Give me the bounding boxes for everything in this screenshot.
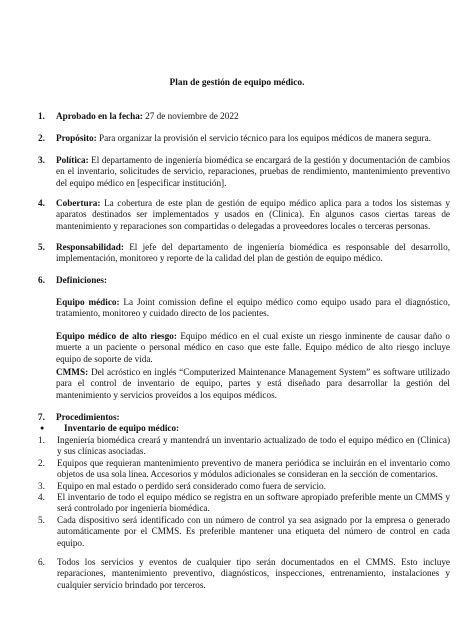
item-text: Todos los servicios y eventos de cualquier tipo serán documentados en el CMMS. Esto incluye reparaciones, mantenimiento preventivo, diagnósticos, inspecciones, entrenamiento, instalaciones y cualquier servicio brindado por terceros. [57, 557, 450, 590]
item-number: 4. [38, 198, 45, 208]
bullet-inventory [40, 423, 444, 434]
item-coverage [38, 198, 450, 232]
bullet-icon: ● [40, 424, 45, 432]
list-item: 4. El inventario de todo el equipo médico se registra en un software apropiado preferible mente un CMMS y será controlado por ingeniería biomédica. [38, 492, 450, 514]
item-number: 2. [38, 133, 45, 143]
item-text: 27 de noviembre de 2022 [142, 111, 239, 121]
item-text: El departamento de ingeniería biomédica se encargará de la gestión y documentación de cambios en el inventario, solicitudes de servicio, reparaciones, pruebas de rendimiento, mantenimiento preventivo del equipo médico en [especificar institución]. [56, 155, 450, 188]
item-text: La cobertura de este plan de gestión de equipo médico aplica para a todos los sistemas y aparatos destinados ser implementados y usados en (Clinica). En algunos casos ciertas tareas de mantenimiento y reparaciones son compartidas o delegadas a proveedores locales o terceras personas. [56, 198, 450, 231]
item-approved-date [38, 111, 450, 122]
definition-medical-equipment [38, 297, 450, 320]
item-services-documentation [38, 557, 450, 591]
definition-text: Del acróstico en inglés “Computerized Maintenance Management System” es software utilizado para el control de inventario de equipo, partes y está diseñado para desarrollar la gestión del mantenimiento y servicios proveídos a los equipos médicos. [56, 367, 450, 400]
item-label: Política: [56, 155, 89, 165]
item-number: 1. [38, 111, 45, 121]
item-text: El jefe del departamento de ingeniería biomédica es responsable del desarrollo, implementación, monitoreo y reporte de la calidad del plan de gestión de equipo médico. [56, 242, 450, 264]
list-item: 1. Ingeniería biomédica creará y mantendrá un inventario actualizado de todo el equipo médico en (Clinica) y sus clínicas asociadas. [38, 435, 450, 457]
bullet-label: Inventario de equipo médico: [64, 423, 180, 433]
item-label: Propósito: [56, 133, 97, 143]
item-label: Definiciones: [56, 275, 108, 285]
definition-label: CMMS: [56, 367, 89, 377]
item-definitions [38, 275, 450, 286]
item-procedures [38, 412, 450, 423]
list-item: 5. Cada dispositivo será identificado con un número de control ya sea asignado por la empresa o generado automáticamente por el CMMS. Es preferible mantener una etiqueta del número de control en cada equipo. [38, 514, 450, 548]
document-title: Plan de gestión de equipo médico. [169, 78, 305, 88]
definition-text: La Joint comission define el equipo médico como equipo usado para el diagnóstico, tratamiento, monitoreo y cuidado directo de los pacientes. [56, 297, 450, 319]
definition-high-risk-equipment [38, 331, 450, 365]
item-number: 6. [38, 275, 45, 285]
item-purpose [38, 133, 450, 144]
list-item: 3. Equipo en mal estado o perdido será considerado como fuera de servicio. [38, 480, 326, 491]
item-number: 6. [38, 557, 45, 567]
item-number: 7. [38, 412, 45, 422]
item-label: Responsabilidad: [56, 242, 124, 252]
item-number: 3. [38, 155, 45, 165]
item-text: Para organizar la provisión el servicio técnico para los equipos médicos de manera segura. [96, 133, 431, 143]
item-policy [38, 155, 450, 189]
item-number: 5. [38, 242, 45, 252]
list-item: 2. Equipos que requieran mantenimiento preventivo de manera periódica se incluirán en el inventario como objetos de usa sola línea. Accesorios y módulos adicionales se consideran en la sección de comentarios. [38, 457, 450, 480]
item-responsibility [38, 242, 450, 265]
item-label: Aprobado en la fecha: [56, 111, 143, 121]
inventory-subitems [38, 435, 450, 549]
item-label: Cobertura: [56, 198, 101, 208]
item-label: Procedimientos: [56, 412, 120, 422]
definition-label: Equipo médico de alto riesgo: [56, 331, 177, 341]
definition-label: Equipo médico: [56, 297, 120, 307]
definition-cmms [38, 367, 450, 401]
definition-text: Equipo médico en el cual existe un riesgo inminente de causar daño o muerte a un paciente o personal médico en caso que este falle. Equipo médico de alto riesgo incluye equipo de soporte de vida. [56, 331, 450, 364]
